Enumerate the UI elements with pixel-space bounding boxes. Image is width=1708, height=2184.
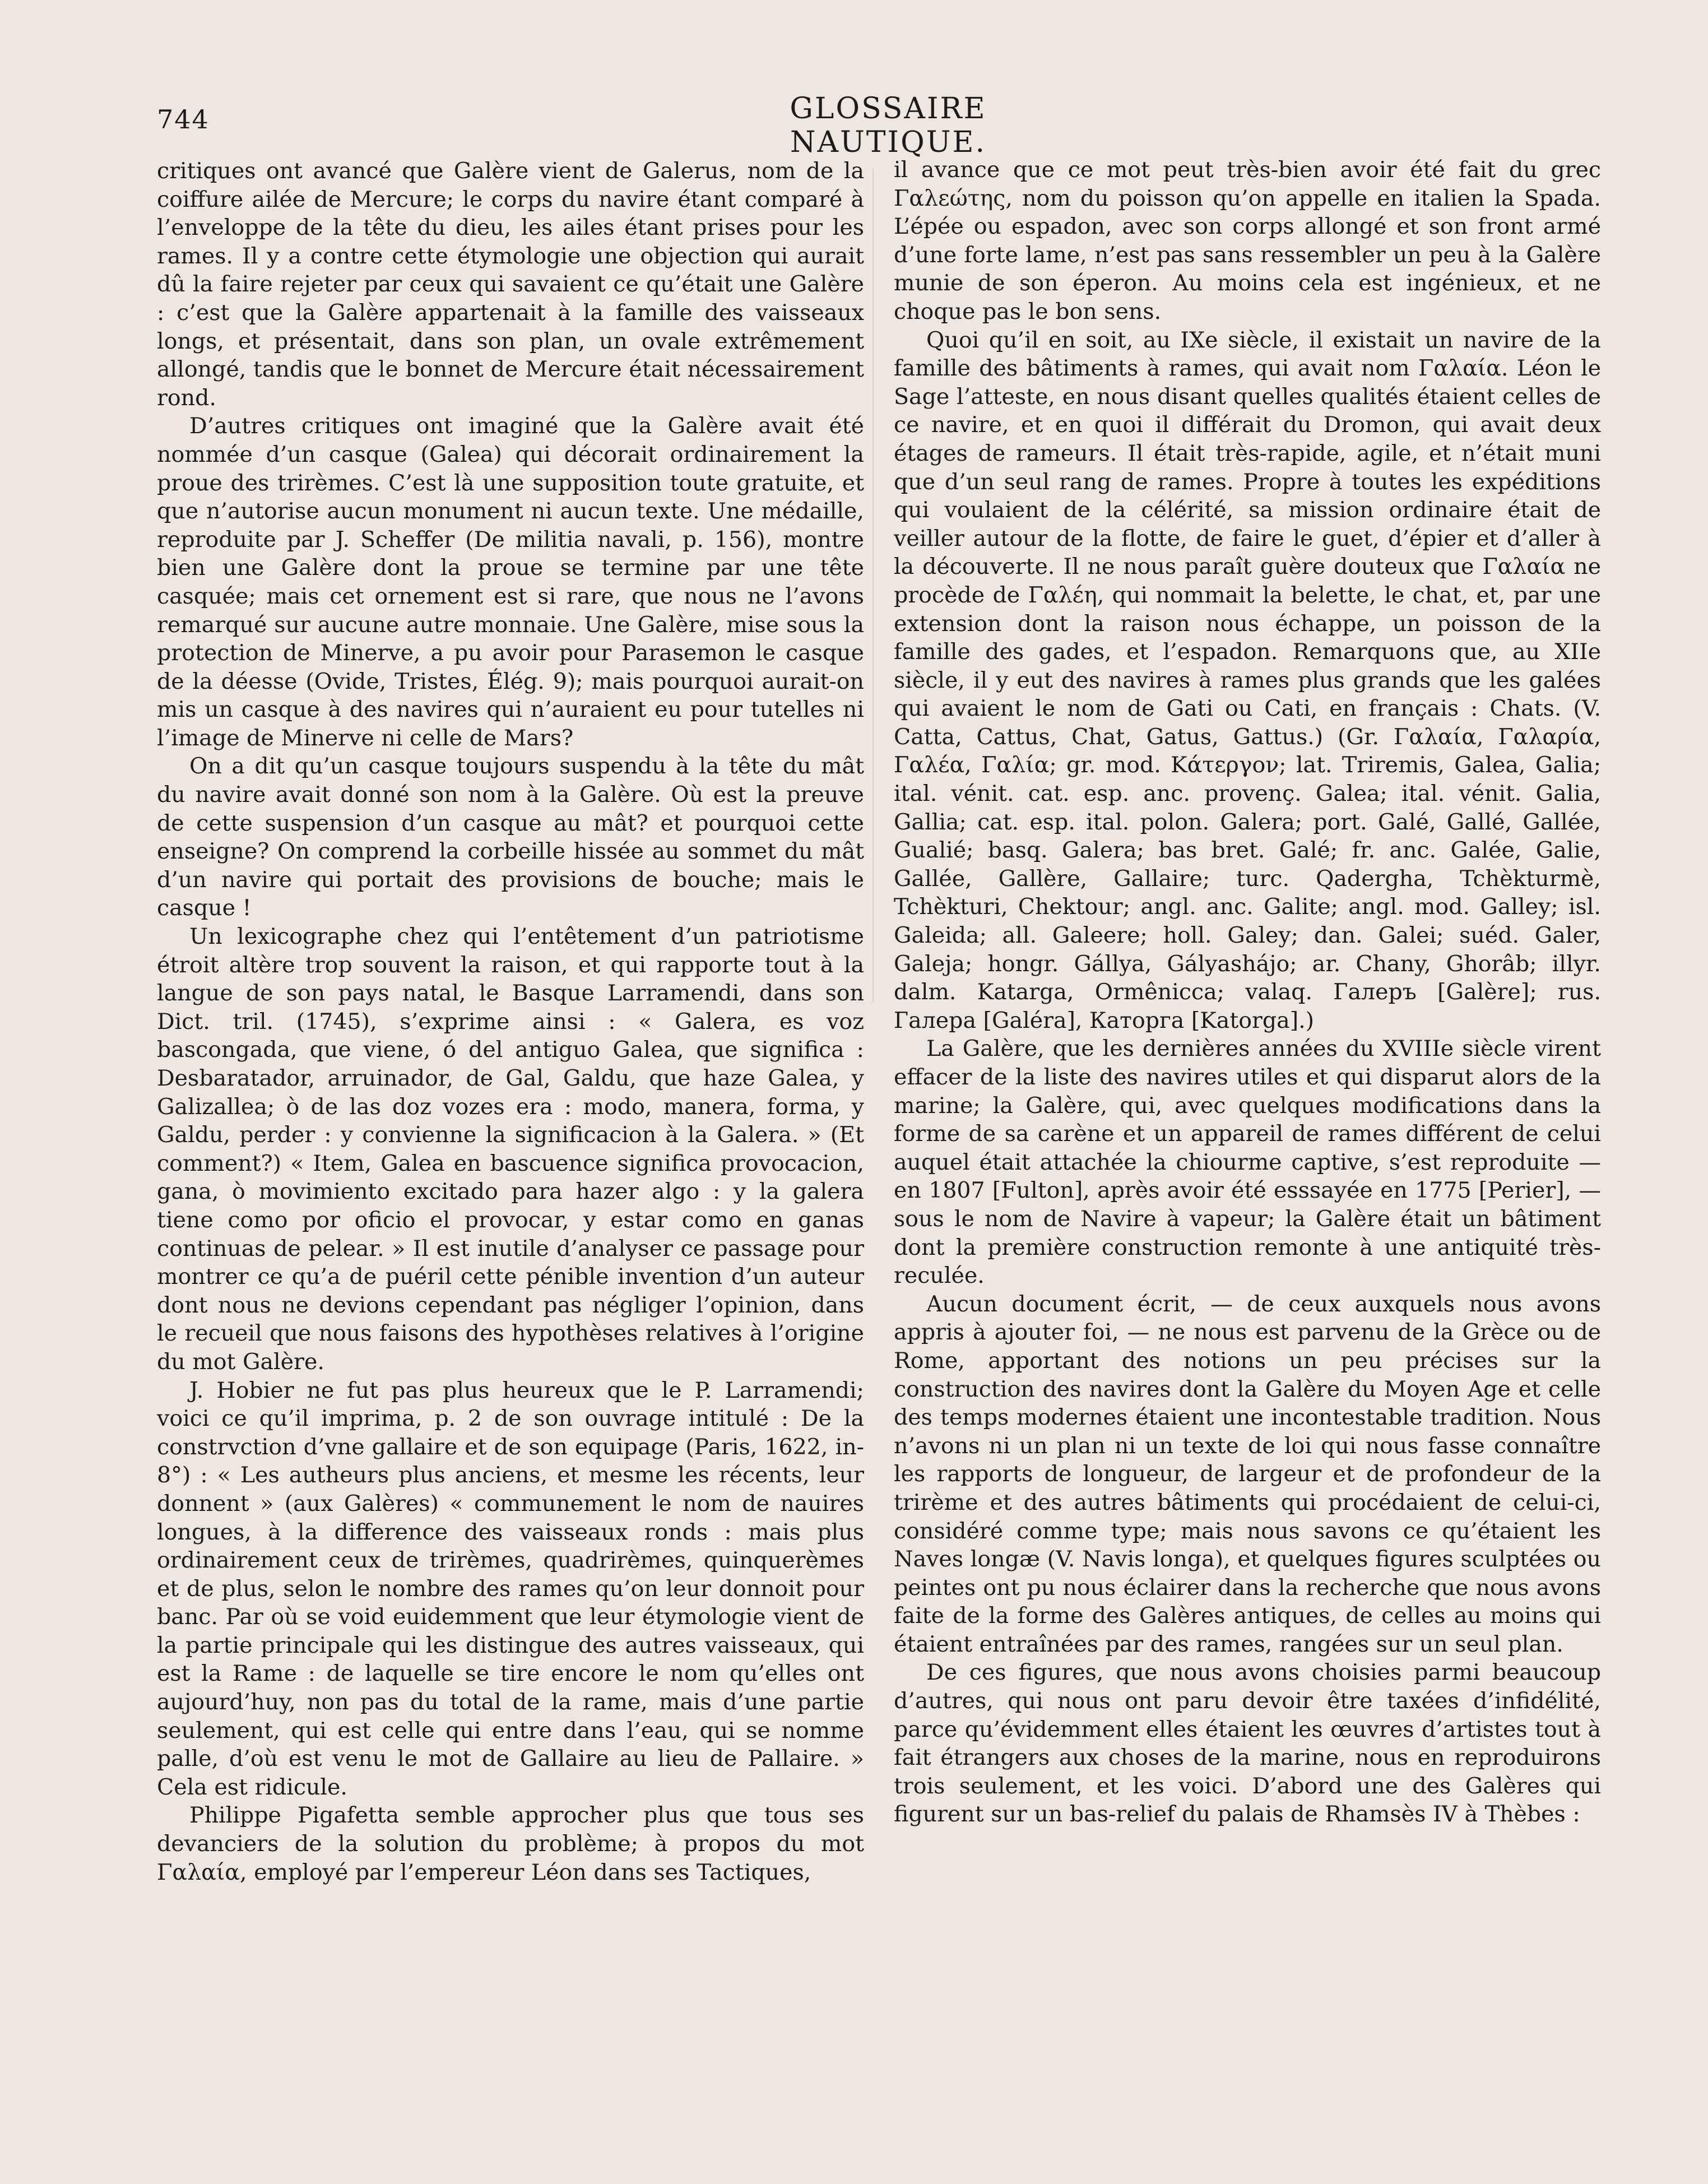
paragraph: J. Hobier ne fut pas plus heureux que le P. Larramendi; voici ce qu’il imprima, p. 2 de son ouvrage intitulé : De la constrvction d’vne gallaire et de son equipage (Paris, 1622, in-8°) : « Les autheurs plus anciens, et mesme les récents, leur donnent » (aux Galères) « communement le nom de nauires longues, à la difference des vaisseaux ronds : mais plus ordinairement ceux de trirèmes, quadrirèmes, quinquerèmes et de plus, selon le nombre des rames qu’on leur donnoit pour banc. Par où se void euidemment que leur étymologie vient de la partie principale qui les distingue des autres vaisseaux, qui est la Rame : de laquelle se tire encore le nom qu’elles ont aujourd’huy, non pas du total de la rame, mais d’une partie seulement, qui est celle qui entre dans l’eau, qui se nomme palle, d’où est venu le mot de Gallaire au lieu de Pallaire. » Cela est ridicule.	[157, 1377, 864, 1800]
paragraph: De ces figures, que nous avons choisies parmi beaucoup d’autres, qui nous ont paru devoir être taxées d’infidélité, parce qu’évidemment elles étaient les œuvres d’artistes tout à fait étrangers aux choses de la marine, nous en reproduirons trois seulement, et les voici. D’abord une des Galères qui figurent sur un bas-relief du palais de Rhamsès IV à Thèbes :	[894, 1659, 1601, 1828]
running-title: GLOSSAIRE NAUTIQUE.	[790, 92, 987, 159]
column-gutter	[872, 168, 874, 1003]
right-text-column	[894, 156, 1601, 2151]
paragraph: critiques ont avancé que Galère vient de Galerus, nom de la coiffure ailée de Mercure; le corps du navire étant comparé à l’enveloppe de la tête du dieu, les ailes étant prises pour les rames. Il y a contre cette étymologie une objection qui aurait dû la faire rejeter par ceux qui savaient ce qu’était une Galère : c’est que la Galère appartenait à la famille des vaisseaux longs, et présentait, dans son plan, un ovale extrêmement allongé, tandis que le bonnet de Mercure était nécessairement rond.	[157, 158, 864, 411]
paragraph: Un lexicographe chez qui l’entêtement d’un patriotisme étroit altère trop souvent la raison, et qui rapporte tout à la langue de son pays natal, le Basque Larramendi, dans son Dict. tril. (1745), s’exprime ainsi : « Galera, es voz bascongada, que viene, ó del antiguo Galea, que significa : Desbaratador, arruinador, de Gal, Galdu, que haze Galea, y Galizallea; ò de las doz vozes era : modo, manera, forma, y Galdu, perder : y convienne la significacion à la Galera. » (Et comment?) « Item, Galea en bascuence significa provocacion, gana, ò movimiento excitado para hazer algo : y la galera tiene como por oficio el provocar, y estar como en ganas continuas de pelear. » Il est inutile d’analyser ce passage pour montrer ce qu’a de puéril cette pénible invention d’un auteur dont nous ne devions cependant pas négliger l’opinion, dans le recueil que nous faisons des hypothèses relatives à l’origine du mot Galère.	[157, 924, 864, 1375]
paragraph: On a dit qu’un casque toujours suspendu à la tête du mât du navire avait donné son nom à la Galère. Où est la preuve de cette suspension d’un casque au mât? et pourquoi cette enseigne? On comprend la corbeille hissée au sommet du mât d’un navire qui portait des provisions de bouche; mais le casque !	[157, 753, 864, 921]
paragraph: il avance que ce mot peut très-bien avoir été fait du grec Γαλεώτης, nom du poisson qu’on appelle en italien la Spada. L’épée ou espadon, avec son corps allongé et son front armé d’une forte lame, n’est pas sans ressembler un peu à la Galère munie de son éperon. Au moins cela est ingénieux, et ne choque pas le bon sens.	[894, 157, 1601, 324]
page-number: 744	[157, 104, 210, 135]
paragraph: La Galère, que les dernières années du XVIIIe siècle virent effacer de la liste des navires utiles et qui disparut alors de la marine; la Galère, qui, avec quelques modifications dans la forme de sa carène et un appareil de rames différent de celui auquel était attachée la chiourme captive, s’est reproduite — en 1807 [Fulton], après avoir été esssayée en 1775 [Perier], — sous le nom de Navire à vapeur; la Galère était un bâtiment dont la première construction remonte à une antiquité très-reculée.	[894, 1036, 1601, 1289]
paragraph: Quoi qu’il en soit, au IXe siècle, il existait un navire de la famille des bâtiments à rames, qui avait nom Γαλαία. Léon le Sage l’atteste, en nous disant quelles qualités étaient celles de ce navire, et en quoi il différait du Dromon, qui avait deux étages de rameurs. Il était très-rapide, agile, et n’était muni que d’un seul rang de rames. Propre à toutes les expéditions qui voulaient de la célérité, sa mission ordinaire était de veiller autour de la flotte, de faire le guet, d’épier et d’aller à la découverte. Il ne nous paraît guère douteux que Γαλαία ne procède de Γαλέη, qui nommait la belette, le chat, et, par une extension dont la raison nous échappe, un poisson de la famille des gades, et l’espadon. Remarquons que, au XIIe siècle, il y eut des navires à rames plus grands que les galées qui avaient le nom de Gati ou Cati, en français : Chats. (V. Catta, Cattus, Chat, Gatus, Gattus.) (Gr. Γαλαία, Γαλαρία, Γαλέα, Γαλία; gr. mod. Κάτεργον; lat. Triremis, Galea, Galia; ital. vénit. cat. esp. anc. provenç. Galea; ital. vénit. Galia, Gallia; cat. esp. ital. polon. Galera; port. Galé, Gallé, Gallée, Gualié; basq. Galera; bas bret. Galé; fr. anc. Galée, Galie, Gallée, Gallère, Gallaire; turc. Qadergha, Tchèkturmè, Tchèkturi, Chektour; angl. anc. Galite; angl. mod. Galley; isl. Galeida; all. Galeere; holl. Galey; dan. Galei; suéd. Galer, Galeja; hongr. Gállya, Gályashájo; ar. Chany, Ghorâb; illyr. dalm. Katarga, Ormênicca; valaq. Галеръ [Galère]; rus. Галера [Galéra], Каторга [Katorga].)	[894, 327, 1601, 1033]
paragraph: Aucun document écrit, — de ceux auxquels nous avons appris à ajouter foi, — ne nous est parvenu de la Grèce ou de Rome, apportant des notions un peu précises sur la construction des navires dont la Galère du Moyen Age et celle des temps modernes étaient une incontestable tradition. Nous n’avons ni un plan ni un texte de loi qui nous fasse connaître les rapports de longueur, de largeur et de profondeur de la trirème et des autres bâtiments qui procédaient de celui-ci, considéré comme type; mais nous savons ce qu’étaient les Naves longæ (V. Navis longa), et quelques figures sculptées ou peintes ont pu nous éclairer dans la recherche que nous avons faite de la forme des Galères antiques, de celles au moins qui étaient entraînées par des rames, rangées sur un seul plan.	[894, 1291, 1601, 1657]
left-text-column	[157, 157, 864, 2152]
paragraph: D’autres critiques ont imaginé que la Galère avait été nommée d’un casque (Galea) qui décorait ordinairement la proue des trirèmes. C’est là une supposition toute gratuite, et que n’autorise aucun monument ni aucun texte. Une médaille, reproduite par J. Scheffer (De militia navali, p. 156), montre bien une Galère dont la proue se termine par une tête casquée; mais cet ornement est si rare, que nous ne l’avons remarqué sur aucune autre monnaie. Une Galère, mise sous la protection de Minerve, a pu avoir pour Parasemon le casque de la déesse (Ovide, Tristes, Élég. 9); mais pourquoi aurait-on mis un casque à des navires qui n’auraient eu pour tutelles ni l’image de Minerve ni celle de Mars?	[157, 413, 864, 751]
paragraph: Philippe Pigafetta semble approcher plus que tous ses devanciers de la solution du problème; à propos du mot Γαλαία, employé par l’empereur Léon dans ses Tactiques,	[157, 1802, 864, 1885]
